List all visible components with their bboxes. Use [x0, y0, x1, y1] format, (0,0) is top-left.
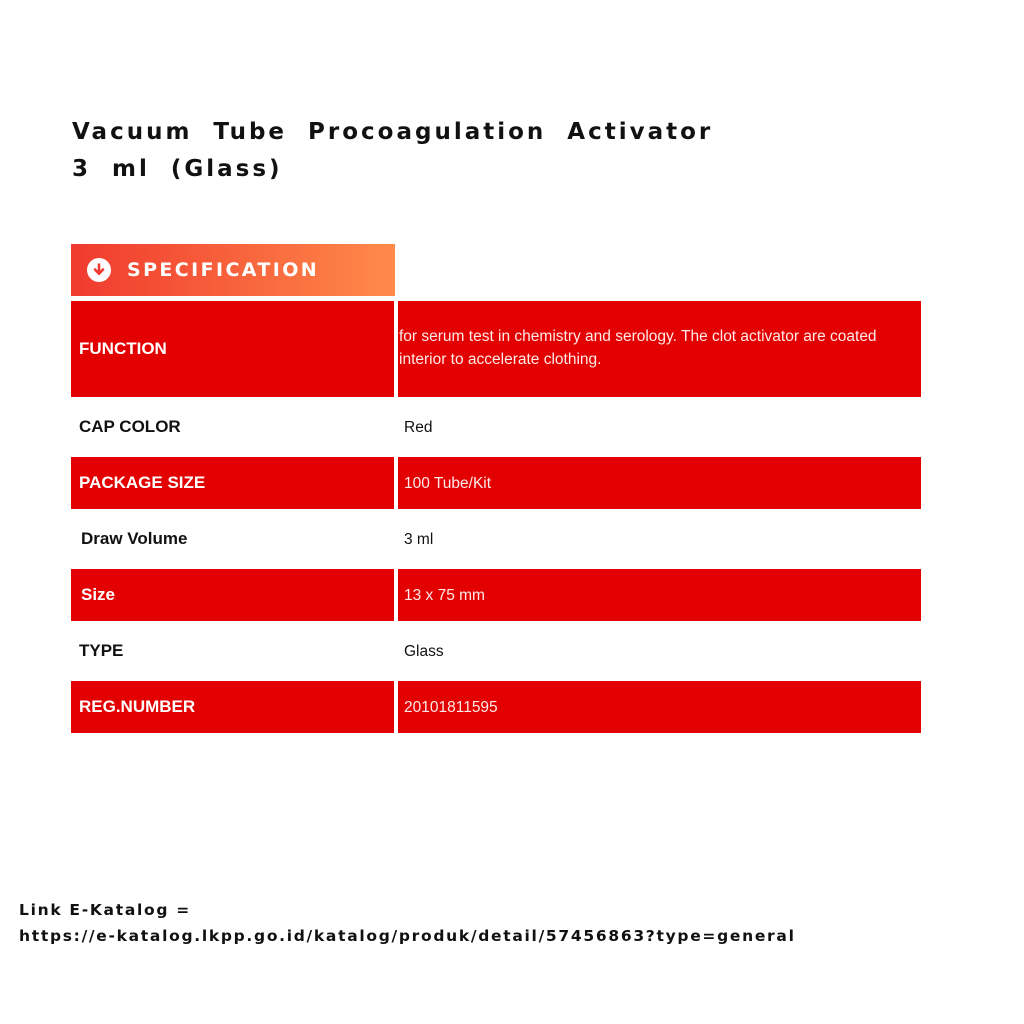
title-line-1: Vacuum Tube Procoagulation Activator	[72, 119, 714, 145]
page-title	[72, 114, 832, 188]
spec-value-type: Glass	[404, 642, 444, 660]
spec-row-function	[71, 301, 921, 397]
arrow-down-circle-icon	[87, 258, 111, 282]
spec-row-size	[71, 569, 921, 621]
spec-value-reg-number: 20101811595	[398, 681, 921, 733]
specification-header	[71, 244, 395, 296]
e-katalog-link-label: Link E-Katalog =	[19, 901, 191, 919]
spec-value-package-size: 100 Tube/Kit	[398, 457, 921, 509]
spec-label-function: FUNCTION	[71, 301, 394, 397]
spec-value-function: for serum test in chemistry and serology. The clot activator are coated interior to accelerate clothing.	[398, 301, 921, 397]
spec-row-reg-number	[71, 681, 921, 733]
spec-value-cap-color: Red	[404, 418, 433, 436]
spec-label-draw-volume: Draw Volume	[81, 529, 188, 548]
spec-value-draw-volume: 3 ml	[404, 530, 434, 548]
specification-label: SPECIFICATION	[127, 259, 320, 281]
spec-label-type: TYPE	[79, 641, 124, 660]
spec-row-package-size	[71, 457, 921, 509]
e-katalog-link-block	[19, 897, 1009, 949]
spec-label-reg-number: REG.NUMBER	[71, 681, 394, 733]
spec-row-draw-volume	[71, 513, 921, 565]
spec-label-cap-color: CAP COLOR	[79, 417, 181, 436]
spec-value-size: 13 x 75 mm	[398, 569, 921, 621]
title-line-2: 3 ml (Glass)	[72, 156, 283, 182]
spec-row-type	[71, 625, 921, 677]
spec-label-size: Size	[71, 569, 394, 621]
spec-row-cap-color	[71, 401, 921, 453]
e-katalog-link-url[interactable]: https://e-katalog.lkpp.go.id/katalog/produk/detail/57456863?type=general	[19, 927, 796, 945]
spec-label-package-size: PACKAGE SIZE	[71, 457, 394, 509]
